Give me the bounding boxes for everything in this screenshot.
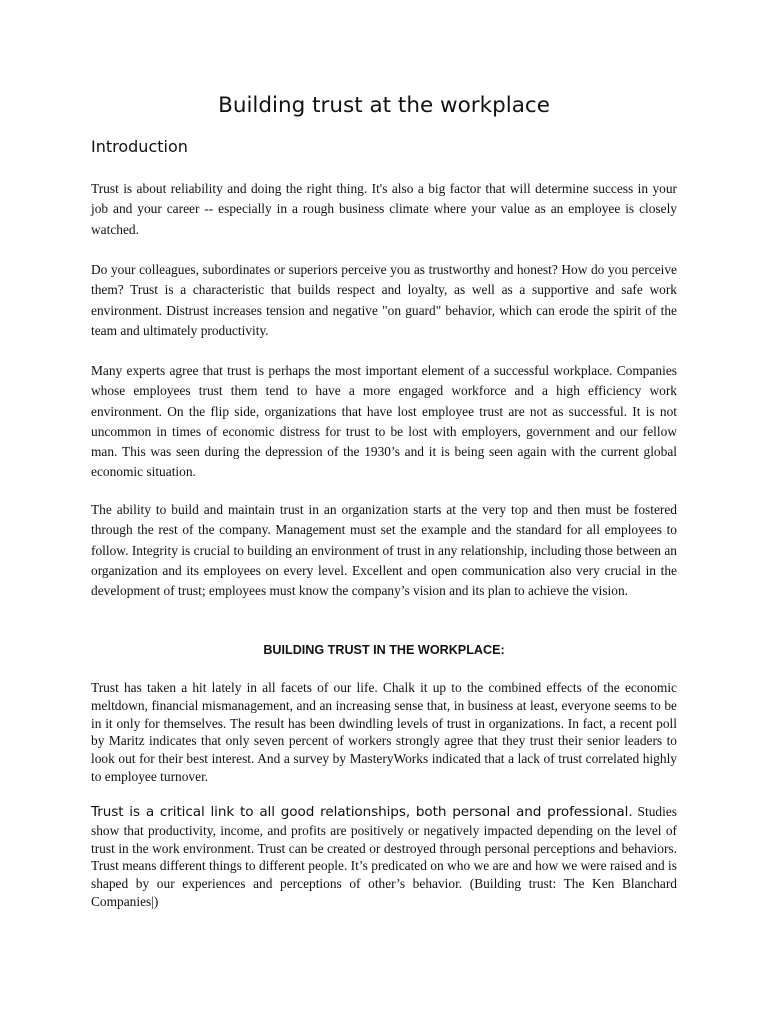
intro-paragraph-2: Do your colleagues, subordinates or superiors perceive you as trustworthy and honest? How do you perceive them? Trust is a characteristic that builds respect and loyalty, as well as a supportive and safe work environment. Distrust increases tension and negative "on guard" behavior, which can erode the spirit of the team and ultimately productivity. bbox=[91, 262, 677, 338]
building-trust-heading: BUILDING TRUST IN THE WORKPLACE: bbox=[263, 643, 505, 657]
intro-paragraph-1: Trust is about reliability and doing the right thing. It's also a big factor that will determine success in your job and your career -- especially in a rough business climate where your value as an employee is closely watched. bbox=[91, 181, 677, 237]
introduction-heading: Introduction bbox=[91, 137, 188, 156]
section-paragraph-1: Trust has taken a hit lately in all facets of our life. Chalk it up to the combined effects of the economic meltdown, financial mismanagement, and an increasing sense that, in business at least, everyone seems to be in it only for themselves. The result has been dwindling levels of trust in organizations. In fact, a recent poll by Maritz indicates that only seven percent of workers strongly agree that they trust their senior leaders to look out for their best interest. And a survey by MasteryWorks indicated that a lack of trust correlated highly to employee turnover. bbox=[91, 680, 677, 784]
section-paragraph-2 bbox=[91, 803, 677, 911]
document-title: Building trust at the workplace bbox=[218, 93, 550, 118]
intro-paragraph-3: Many experts agree that trust is perhaps the most important element of a successful workplace. Companies whose employees trust them tend to have a more engaged workforce and a high efficiency work environment. On the flip side, organizations that have lost employee trust are not as successful. It is not uncommon in times of economic distress for trust to be lost with employers, government and our fellow man. This was seen during the depression of the 1930’s and it is being seen again with the current global economic situation. bbox=[91, 363, 677, 480]
section-paragraph-2-lead: Trust is a critical link to all good relationships, both personal and professional. bbox=[91, 804, 633, 820]
section-paragraph-2-body: Studies show that productivity, income, and profits are positively or negatively impacted depending on the level of trust in the work environment. Trust can be created or destroyed through personal perceptions and behaviors. Trust means different things to different people. It’s predicated on who we are and how we were raised and is shaped by our experiences and perceptions of other’s behavior. (Building trust: The Ken Blanchard Companies|) bbox=[91, 804, 677, 909]
intro-paragraph-4: The ability to build and maintain trust in an organization starts at the very top and then must be fostered through the rest of the company. Management must set the example and the standard for all employees to follow. Integrity is crucial to building an environment of trust in any relationship, including those between an organization and its employees on every level. Excellent and open communication also very crucial in the development of trust; employees must know the company’s vision and its plan to achieve the vision. bbox=[91, 502, 677, 599]
